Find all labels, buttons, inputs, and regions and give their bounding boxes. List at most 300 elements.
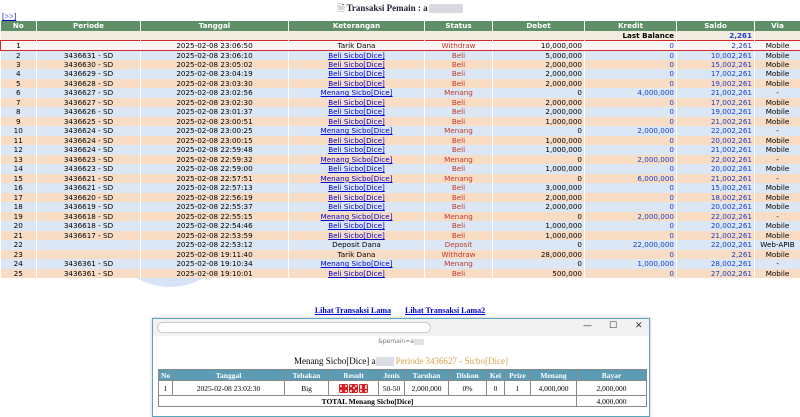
row-kredit: 0 — [585, 250, 677, 260]
row-debet: 0 — [493, 174, 585, 184]
row-debet: 3,000,000 — [493, 183, 585, 193]
row-tanggal: 2025-02-08 23:02:56 — [141, 88, 289, 98]
row-saldo: 21,002,261 — [677, 145, 755, 155]
col-periode: Periode — [37, 21, 141, 31]
row-status: Menang — [425, 88, 493, 98]
row-no: 13 — [1, 155, 37, 165]
row-kredit: 0 — [585, 231, 677, 241]
row-debet: 0 — [493, 126, 585, 136]
row-kredit: 22,000,000 — [585, 240, 677, 250]
row-periode: 3436620 - SD — [37, 193, 141, 203]
row-no: 9 — [1, 117, 37, 127]
detail-link[interactable]: Beli Sicbo[Dice] — [328, 145, 385, 155]
row-saldo: 20,002,261 — [677, 221, 755, 231]
row-via: Mobile — [755, 202, 800, 212]
row-periode — [37, 40, 141, 50]
row-status: Menang — [425, 155, 493, 165]
transaction-table — [0, 21, 800, 278]
detail-link[interactable]: Menang Sicbo[Dice] — [320, 126, 393, 136]
col-no: No — [1, 21, 37, 31]
row-saldo: 19,002,261 — [677, 107, 755, 117]
row-via: - — [755, 126, 800, 136]
table-row — [1, 88, 800, 98]
row-kredit: 0 — [585, 202, 677, 212]
col-debet: Debet — [493, 21, 585, 31]
row-kredit: 0 — [585, 69, 677, 79]
row-kredit: 0 — [585, 136, 677, 146]
row-keterangan — [289, 107, 425, 117]
row-tanggal: 2025-02-08 22:56:19 — [141, 193, 289, 203]
row-saldo: 22,002,261 — [677, 155, 755, 165]
row-tanggal: 2025-02-08 23:04:19 — [141, 69, 289, 79]
row-periode: 3436623 - SD — [37, 155, 141, 165]
row-no: 14 — [1, 164, 37, 174]
row-keterangan — [289, 269, 425, 279]
row-via: Mobile — [755, 221, 800, 231]
row-no: 21 — [1, 231, 37, 241]
row-no: 18 — [1, 202, 37, 212]
row-status: Menang — [425, 212, 493, 222]
row-periode — [37, 240, 141, 250]
row-tanggal: 2025-02-08 22:53:12 — [141, 240, 289, 250]
table-row — [1, 69, 800, 79]
row-no: 4 — [1, 69, 37, 79]
row-kredit: 2,000,000 — [585, 155, 677, 165]
row-periode: 3436631 - SD — [37, 50, 141, 60]
table-row — [1, 174, 800, 184]
detail-link[interactable]: Beli Sicbo[Dice] — [328, 69, 385, 79]
row-saldo: 20,002,261 — [677, 202, 755, 212]
row-periode: 3436617 - SD — [37, 231, 141, 241]
row-debet: 0 — [493, 88, 585, 98]
table-row — [1, 250, 800, 260]
row-keterangan — [289, 117, 425, 127]
row-status: Deposit — [425, 240, 493, 250]
detail-link[interactable]: Beli Sicbo[Dice] — [328, 202, 385, 212]
detail-link[interactable]: Beli Sicbo[Dice] — [328, 50, 385, 60]
row-status: Beli — [425, 164, 493, 174]
table-row — [1, 98, 800, 108]
row-via: - — [755, 155, 800, 165]
row-tanggal: 2025-02-08 19:11:40 — [141, 250, 289, 260]
row-kredit: 0 — [585, 269, 677, 279]
detail-link[interactable]: Menang Sicbo[Dice] — [320, 211, 393, 221]
row-keterangan — [289, 145, 425, 155]
row-keterangan: Deposit Dana — [289, 240, 425, 250]
row-saldo: 17,002,261 — [677, 98, 755, 108]
row-periode: 3436628 - SD — [37, 79, 141, 89]
row-periode: 3436627 - SD — [37, 98, 141, 108]
row-periode: 3436618 - SD — [37, 212, 141, 222]
popup-titlebar — [153, 319, 649, 336]
table-row — [1, 117, 800, 127]
row-saldo: 18,002,261 — [677, 193, 755, 203]
dice-result — [329, 381, 379, 396]
row-keterangan — [289, 126, 425, 136]
last-balance-value: 2,261 — [677, 31, 755, 41]
row-saldo: 21,002,261 — [677, 231, 755, 241]
table-row — [1, 40, 800, 50]
row-tanggal: 2025-02-08 22:54:46 — [141, 221, 289, 231]
row-periode: 3436624 - SD — [37, 145, 141, 155]
row-status: Beli — [425, 69, 493, 79]
redacted-name — [376, 357, 394, 366]
row-saldo: 10,002,261 — [677, 50, 755, 60]
row-via: Mobile — [755, 60, 800, 70]
row-via: Mobile — [755, 117, 800, 127]
row-keterangan — [289, 164, 425, 174]
row-debet: 2,000,000 — [493, 202, 585, 212]
row-kredit: 0 — [585, 50, 677, 60]
col-via: Via — [755, 21, 800, 31]
row-via: - — [755, 259, 800, 269]
detail-link[interactable]: Menang Sicbo[Dice] — [320, 259, 393, 269]
row-keterangan — [289, 221, 425, 231]
row-saldo: 21,002,261 — [677, 117, 755, 127]
row-tanggal: 2025-02-08 22:59:00 — [141, 164, 289, 174]
row-status: Beli — [425, 231, 493, 241]
table-header — [1, 21, 800, 31]
detail-popup-window — [152, 318, 650, 417]
row-status: Beli — [425, 79, 493, 89]
row-keterangan: Tarik Dana — [289, 40, 425, 50]
row-kredit: 0 — [585, 107, 677, 117]
detail-link[interactable]: Menang Sicbo[Dice] — [320, 88, 393, 98]
row-kredit: 0 — [585, 40, 677, 50]
row-no: 20 — [1, 221, 37, 231]
row-via: - — [755, 88, 800, 98]
table-row — [1, 164, 800, 174]
row-kredit: 1,000,000 — [585, 259, 677, 269]
row-status: Beli — [425, 107, 493, 117]
row-debet: 28,000,000 — [493, 250, 585, 260]
row-periode: 3436624 - SD — [37, 126, 141, 136]
row-tanggal: 2025-02-08 23:00:25 — [141, 126, 289, 136]
row-status: Menang — [425, 259, 493, 269]
table-row — [1, 202, 800, 212]
row-periode: 3436619 - SD — [37, 202, 141, 212]
row-via: Mobile — [755, 183, 800, 193]
row-status: Beli — [425, 269, 493, 279]
popup-header-row: No Tanggal Tebakan Result Jenis Taruhan Diskon Kei Prize Menang Bayar — [159, 370, 647, 381]
popup-periode: Periode 3436627 - Sicbo[Dice] — [395, 356, 508, 366]
dice-2-icon — [349, 384, 358, 393]
row-tanggal: 2025-02-08 22:59:48 — [141, 145, 289, 155]
row-tanggal: 2025-02-08 23:03:30 — [141, 79, 289, 89]
row-via: Mobile — [755, 98, 800, 108]
row-no: 1 — [1, 40, 37, 50]
detail-link[interactable]: Menang Sicbo[Dice] — [320, 173, 393, 183]
row-kredit: 0 — [585, 183, 677, 193]
row-via: Mobile — [755, 250, 800, 260]
row-debet: 500,000 — [493, 269, 585, 279]
row-tanggal: 2025-02-08 23:02:30 — [141, 98, 289, 108]
page-title — [0, 1, 800, 17]
detail-link[interactable]: Beli Sicbo[Dice] — [328, 59, 385, 69]
row-status: Beli — [425, 202, 493, 212]
row-periode: 3436361 - SD — [37, 269, 141, 279]
col-saldo: Saldo — [677, 21, 755, 31]
row-no: 8 — [1, 107, 37, 117]
row-no: 6 — [1, 88, 37, 98]
table-row — [1, 240, 800, 250]
row-no: 5 — [1, 79, 37, 89]
row-keterangan — [289, 136, 425, 146]
row-no: 16 — [1, 183, 37, 193]
row-tanggal: 2025-02-08 22:57:51 — [141, 174, 289, 184]
row-tanggal: 2025-02-08 19:10:34 — [141, 259, 289, 269]
row-kredit: 6,000,000 — [585, 174, 677, 184]
row-saldo: 21,002,261 — [677, 88, 755, 98]
row-keterangan — [289, 88, 425, 98]
row-kredit: 0 — [585, 98, 677, 108]
row-via: Mobile — [755, 107, 800, 117]
row-keterangan — [289, 155, 425, 165]
row-kredit: 0 — [585, 79, 677, 89]
row-keterangan — [289, 60, 425, 70]
dice-1-icon — [339, 384, 348, 393]
row-saldo: 17,002,261 — [677, 69, 755, 79]
page-title-text: Transaksi Pemain : a — [346, 3, 428, 13]
row-keterangan — [289, 174, 425, 184]
row-saldo: 19,002,261 — [677, 79, 755, 89]
maximize-button[interactable]: ☐ — [609, 321, 618, 331]
popup-address-bar[interactable] — [157, 322, 431, 333]
row-status: Beli — [425, 221, 493, 231]
row-periode: 3436621 - SD — [37, 183, 141, 193]
row-saldo: 2,261 — [677, 40, 755, 50]
row-debet: 1,000,000 — [493, 221, 585, 231]
row-via: Mobile — [755, 231, 800, 241]
row-status: Withdraw — [425, 40, 493, 50]
row-tanggal: 2025-02-08 22:55:15 — [141, 212, 289, 222]
row-via: Mobile — [755, 164, 800, 174]
row-kredit: 0 — [585, 164, 677, 174]
row-no: 25 — [1, 269, 37, 279]
row-debet: 1,000,000 — [493, 164, 585, 174]
row-status: Withdraw — [425, 250, 493, 260]
detail-link[interactable]: Beli Sicbo[Dice] — [328, 192, 385, 202]
close-button[interactable]: ✕ — [635, 321, 643, 331]
row-via: - — [755, 212, 800, 222]
detail-link[interactable]: Beli Sicbo[Dice] — [328, 135, 385, 145]
col-tanggal: Tanggal — [141, 21, 289, 31]
row-periode: 3436361 - SD — [37, 259, 141, 269]
table-row — [1, 221, 800, 231]
row-debet: 0 — [493, 155, 585, 165]
row-kredit: 0 — [585, 221, 677, 231]
row-debet: 1,000,000 — [493, 145, 585, 155]
row-no: 3 — [1, 60, 37, 70]
row-saldo: 20,002,261 — [677, 164, 755, 174]
row-periode: 3436629 - SD — [37, 69, 141, 79]
row-via: Mobile — [755, 269, 800, 279]
row-debet: 1,000,000 — [493, 136, 585, 146]
row-debet: 2,000,000 — [493, 98, 585, 108]
row-keterangan — [289, 79, 425, 89]
row-via: Mobile — [755, 69, 800, 79]
detail-link[interactable]: Beli Sicbo[Dice] — [328, 268, 385, 278]
row-no: 12 — [1, 145, 37, 155]
row-debet: 0 — [493, 240, 585, 250]
table-row — [1, 107, 800, 117]
row-no: 24 — [1, 259, 37, 269]
row-tanggal: 2025-02-08 23:00:15 — [141, 136, 289, 146]
row-tanggal: 2025-02-08 23:00:51 — [141, 117, 289, 127]
row-debet: 2,000,000 — [493, 107, 585, 117]
last-balance-row — [1, 31, 800, 41]
row-status: Beli — [425, 98, 493, 108]
row-kredit: 0 — [585, 117, 677, 127]
popup-total-row: TOTAL Menang Sicbo[Dice] 4,000,000 — [159, 396, 647, 407]
row-via: Mobile — [755, 145, 800, 155]
table-row — [1, 193, 800, 203]
row-status: Beli — [425, 145, 493, 155]
row-keterangan — [289, 98, 425, 108]
old-transactions-link[interactable]: Lihat Transaksi Lama — [314, 306, 391, 315]
row-status: Beli — [425, 60, 493, 70]
row-status: Menang — [425, 174, 493, 184]
row-no: 10 — [1, 126, 37, 136]
col-keterangan: Keterangan — [289, 21, 425, 31]
row-kredit: 4,000,000 — [585, 88, 677, 98]
row-debet: 0 — [493, 259, 585, 269]
table-row — [1, 126, 800, 136]
row-keterangan — [289, 202, 425, 212]
row-kredit: 2,000,000 — [585, 126, 677, 136]
row-saldo: 15,002,261 — [677, 183, 755, 193]
row-periode: 3436625 - SD — [37, 117, 141, 127]
row-debet: 2,000,000 — [493, 69, 585, 79]
row-keterangan — [289, 69, 425, 79]
table-row — [1, 50, 800, 60]
row-tanggal: 2025-02-08 22:53:59 — [141, 231, 289, 241]
row-status: Beli — [425, 136, 493, 146]
row-status: Beli — [425, 50, 493, 60]
row-no: 2 — [1, 50, 37, 60]
table-row — [1, 60, 800, 70]
row-debet: 2,000,000 — [493, 79, 585, 89]
back-link[interactable]: [>>] — [2, 12, 17, 21]
row-saldo: 15,002,261 — [677, 60, 755, 70]
row-saldo: 2,261 — [677, 250, 755, 260]
row-via: Mobile — [755, 136, 800, 146]
row-kredit: 0 — [585, 60, 677, 70]
row-debet: 5,000,000 — [493, 50, 585, 60]
table-row — [1, 155, 800, 165]
row-status: Menang — [425, 126, 493, 136]
row-periode: 3436624 - SD — [37, 136, 141, 146]
row-keterangan — [289, 259, 425, 269]
row-keterangan — [289, 50, 425, 60]
table-row — [1, 183, 800, 193]
table-row — [1, 212, 800, 222]
row-no: 17 — [1, 193, 37, 203]
row-saldo: 22,002,261 — [677, 240, 755, 250]
detail-link[interactable]: Beli Sicbo[Dice] — [328, 97, 385, 107]
row-kredit: 0 — [585, 193, 677, 203]
last-balance-label: Last Balance — [1, 31, 677, 41]
popup-data-row: 1 2025-02-08 23:02:30 Big 50-50 2,000,000 0% 0 1 4,000,000 2,000,000 — [159, 381, 647, 396]
row-tanggal: 2025-02-08 23:06:10 — [141, 50, 289, 60]
table-row — [1, 136, 800, 146]
row-no: 22 — [1, 240, 37, 250]
detail-link[interactable]: Beli Sicbo[Dice] — [328, 221, 385, 231]
row-tanggal: 2025-02-08 23:06:50 — [141, 40, 289, 50]
popup-url: &pemain=a — [153, 338, 649, 345]
row-tanggal: 2025-02-08 22:55:37 — [141, 202, 289, 212]
row-via: Web-APIB — [755, 240, 800, 250]
detail-link[interactable]: Beli Sicbo[Dice] — [328, 183, 385, 193]
row-status: Beli — [425, 193, 493, 203]
bet-detail-table — [158, 369, 647, 407]
table-row — [1, 79, 800, 89]
row-tanggal: 2025-02-08 22:57:13 — [141, 183, 289, 193]
row-tanggal: 2025-02-08 19:10:01 — [141, 269, 289, 279]
detail-link[interactable]: Beli Sicbo[Dice] — [328, 164, 385, 174]
row-saldo: 21,002,261 — [677, 174, 755, 184]
minimize-button[interactable]: — — [583, 321, 592, 331]
col-kredit: Kredit — [585, 21, 677, 31]
row-periode — [37, 250, 141, 260]
row-saldo: 28,002,261 — [677, 259, 755, 269]
redacted-name — [429, 4, 463, 13]
row-periode: 3436618 - SD — [37, 221, 141, 231]
row-no: 7 — [1, 98, 37, 108]
row-debet: 2,000,000 — [493, 60, 585, 70]
row-via: Mobile — [755, 193, 800, 203]
row-keterangan — [289, 183, 425, 193]
row-via: - — [755, 174, 800, 184]
row-via: Mobile — [755, 40, 800, 50]
row-via: Mobile — [755, 79, 800, 89]
detail-link[interactable]: Beli Sicbo[Dice] — [328, 116, 385, 126]
row-via: Mobile — [755, 50, 800, 60]
detail-link[interactable]: Beli Sicbo[Dice] — [328, 107, 385, 117]
dice-3-icon — [359, 384, 368, 393]
row-keterangan — [289, 193, 425, 203]
popup-heading: Menang Sicbo[Dice] a Periode 3436627 - Sicbo[Dice] — [294, 356, 508, 366]
row-periode: 3436630 - SD — [37, 60, 141, 70]
footer-links — [0, 306, 800, 315]
row-tanggal: 2025-02-08 23:05:02 — [141, 60, 289, 70]
row-periode: 3436623 - SD — [37, 164, 141, 174]
row-status: Beli — [425, 117, 493, 127]
row-debet: 2,000,000 — [493, 193, 585, 203]
detail-link[interactable]: Menang Sicbo[Dice] — [320, 154, 393, 164]
row-keterangan — [289, 212, 425, 222]
table-row — [1, 259, 800, 269]
col-status: Status — [425, 21, 493, 31]
row-debet: 1,000,000 — [493, 117, 585, 127]
row-debet: 10,000,000 — [493, 40, 585, 50]
row-no: 19 — [1, 212, 37, 222]
row-periode: 3436621 - SD — [37, 174, 141, 184]
row-saldo: 22,002,261 — [677, 212, 755, 222]
detail-link[interactable]: Beli Sicbo[Dice] — [328, 78, 385, 88]
old-transactions-2-link[interactable]: Lihat Transaksi Lama2 — [405, 306, 486, 315]
row-no: 23 — [1, 250, 37, 260]
table-row — [1, 269, 800, 279]
row-tanggal: 2025-02-08 22:59:32 — [141, 155, 289, 165]
row-periode: 3436627 - SD — [37, 88, 141, 98]
row-saldo: 22,002,261 — [677, 126, 755, 136]
row-saldo: 27,002,261 — [677, 269, 755, 279]
row-periode: 3436626 - SD — [37, 107, 141, 117]
detail-link[interactable]: Beli Sicbo[Dice] — [328, 230, 385, 240]
document-icon: 🗎 — [337, 3, 345, 13]
row-no: 11 — [1, 136, 37, 146]
